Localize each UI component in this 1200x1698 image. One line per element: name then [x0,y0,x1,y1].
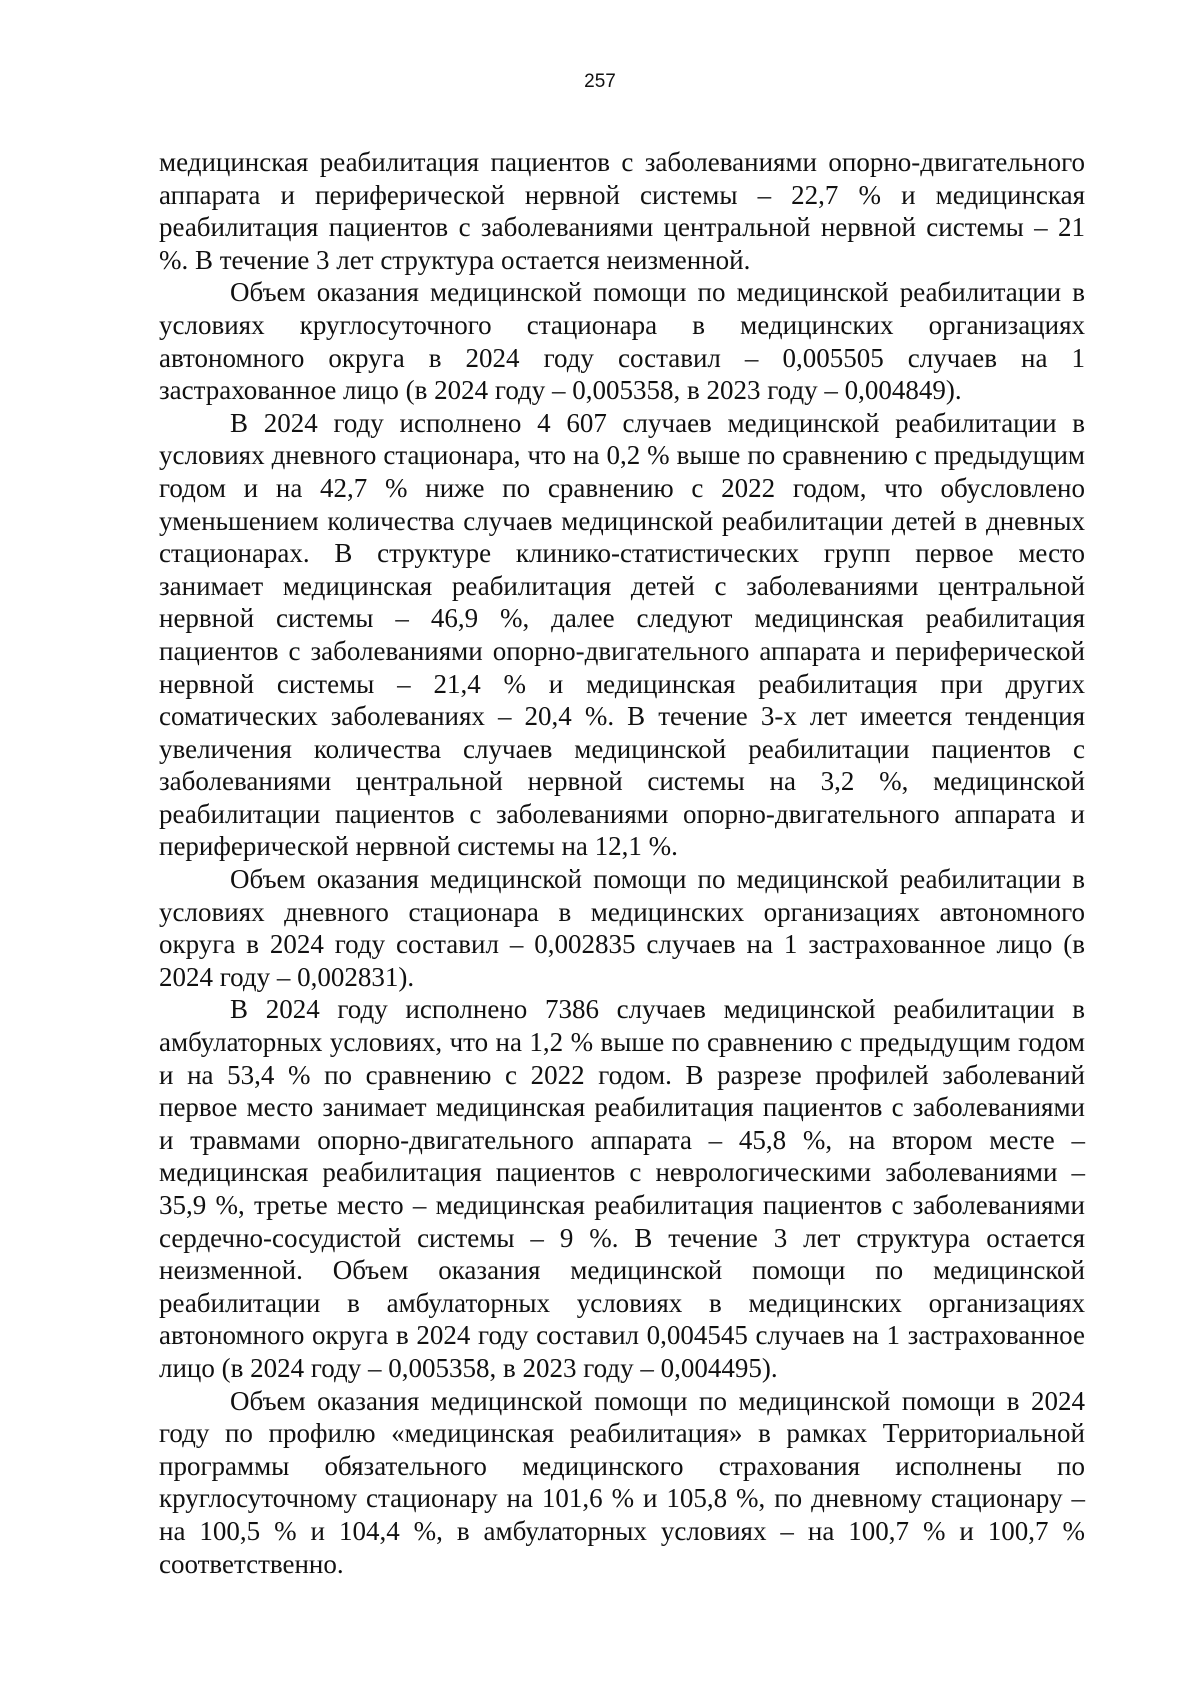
document-body [159,146,1085,1580]
paragraph-outpatient-cases: В 2024 году исполнено 7386 случаев медицинской реабилитации в амбулаторных условиях, что на 1,2 % выше по сравнению с предыдущим годом и на 53,4 % по сравнению с 2022 годом. В разрезе профилей заболеваний первое место занимает медицинская реабилитация пациентов с заболеваниями и травмами опорно-двигательного аппарата – 45,8 %, на втором месте – медицинская реабилитация пациентов с неврологическими заболеваниями – 35,9 %, третье место – медицинская реабилитация пациентов с заболеваниями сердечно-сосудистой системы – 9 %. В течение 3 лет структура остается неизменной. Объем оказания медицинской помощи по медицинской реабилитации в амбулаторных условиях в медицинских организациях автономного округа в 2024 году составил 0,004545 случаев на 1 застрахованное лицо (в 2024 году – 0,005358, в 2023 году – 0,004495). [159,994,1085,1383]
paragraph-day-hospital-cases: В 2024 году исполнено 4 607 случаев медицинской реабилитации в условиях дневного стационара, что на 0,2 % выше по сравнению с предыдущим годом и на 42,7 % ниже по сравнению с 2022 годом, что обусловлено уменьшением количества случаев медицинской реабилитации детей в дневных стационарах. В структуре клинико-статистических групп первое место занимает медицинская реабилитация детей с заболеваниями центральной нервной системы – 46,9 %, далее следуют медицинская реабилитация пациентов с заболеваниями опорно-двигательного аппарата и периферической нервной системы – 21,4 % и медицинская реабилитация при других соматических заболеваниях – 20,4 %. В течение 3-х лет имеется тенденция увеличения количества случаев медицинской реабилитации пациентов с заболеваниями центральной нервной системы на 3,2 %, медицинской реабилитации пациентов с заболеваниями опорно-двигательного аппарата и периферической нервной системы на 12,1 %. [159,407,1085,862]
page-number: 257 [584,71,616,92]
paragraph-round-the-clock-volume: Объем оказания медицинской помощи по медицинской реабилитации в условиях круглосуточного стационара в медицинских организациях автономного округа в 2024 году составил – 0,005505 случаев на 1 застрахованное лицо (в 2024 году – 0,005358, в 2023 году – 0,004849). [159,277,1085,406]
paragraph-program-execution: Объем оказания медицинской помощи по медицинской помощи в 2024 году по профилю «медицинская реабилитация» в рамках Территориальной программы обязательного медицинского страхования исполнены по круглосуточному стационару на 101,6 % и 105,8 %, по дневному стационару – на 100,5 % и 104,4 %, в амбулаторных условиях – на 100,7 % и 100,7 % соответственно. [159,1385,1085,1579]
paragraph-day-hospital-volume: Объем оказания медицинской помощи по медицинской реабилитации в условиях дневного стационара в медицинских организациях автономного округа в 2024 году составил – 0,002835 случаев на 1 застрахованное лицо (в 2024 году – 0,002831). [159,864,1085,992]
paragraph-continuation: медицинская реабилитация пациентов с заболеваниями опорно-двигательного аппарата и периферической нервной системы – 22,7 % и медицинская реабилитация пациентов с заболеваниями центральной нервной системы – 21 %. В течение 3 лет структура остается неизменной. [159,147,1085,275]
